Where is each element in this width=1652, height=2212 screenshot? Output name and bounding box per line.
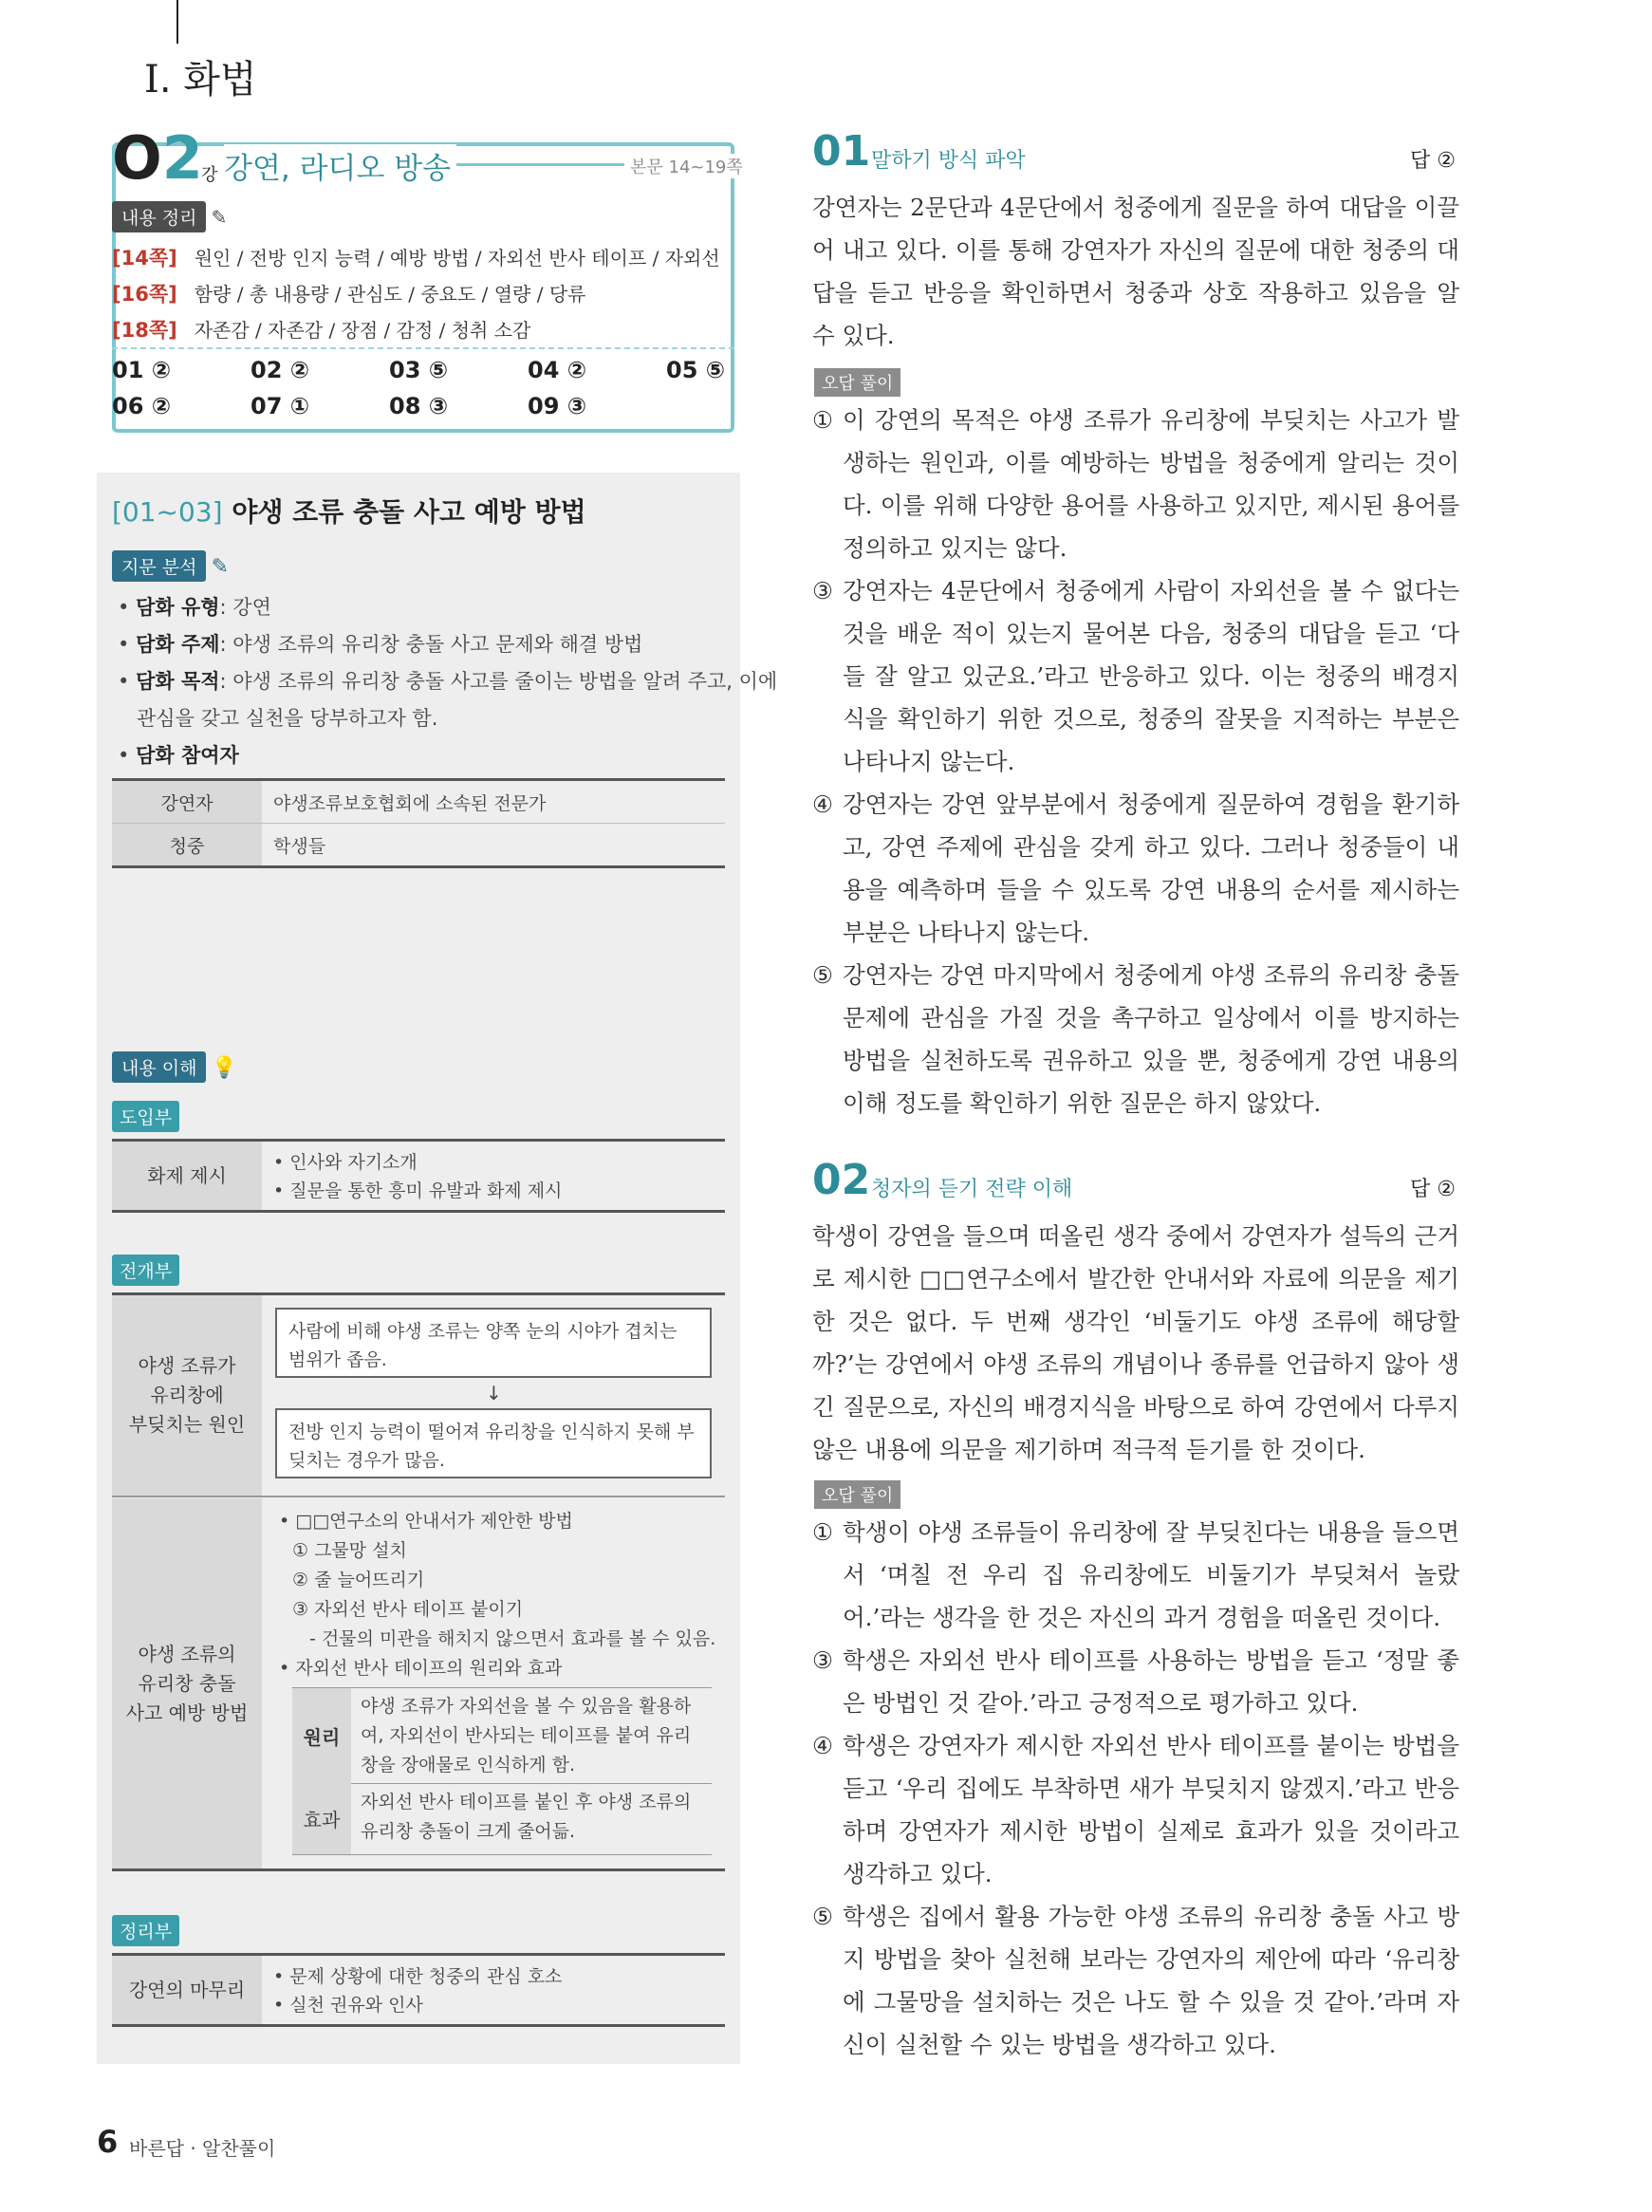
- q2-option: ④ 학생은 강연자가 제시한 자외선 반사 테이프를 붙이는 방법을 듣고 ‘우리 집에도 부착하면 새가 부딪치지 않겠지.’라고 반응하며 강연자가 제시한 방법이 실제로 효과가 있을 것이라고 생각하고 있다.: [812, 1732, 1459, 1887]
- q1-odap-tag: 오답 풀이: [814, 368, 900, 397]
- summary-row: [18쪽] 자존감 / 자존감 / 장점 / 감정 / 청취 소감: [112, 319, 531, 342]
- answer-item: 04 ②: [528, 357, 587, 383]
- q1-option: ③ 강연자는 4문단에서 청중에게 사람이 자외선을 볼 수 없다는 것을 배운 적이 있는지 물어본 다음, 청중의 대답을 듣고 ‘다들 잘 알고 있군요.’라고 반응하고 있다. 이는 청중의 배경지식을 확인하기 위한 것으로, 청중의 잘못을 지적하는 부분은 나타나지 않는다.: [812, 577, 1459, 775]
- answer-item: 03 ⑤: [389, 357, 449, 383]
- prevent-line: ③ 자외선 반사 테이프 붙이기: [292, 1599, 524, 1620]
- table-row: [112, 824, 725, 867]
- page-number: 6: [97, 2124, 119, 2160]
- q2-explanation: 학생이 강연을 들으며 떠올린 생각 중에서 강연자가 설득의 근거로 제시한 □□연구소에서 발간한 안내서와 자료에 의문을 제기한 것은 없다. 두 번째 생각인 ‘비둘기도 야생 조류에 해당할까?’는 강연에서 야생 조류의 개념이나 종류를 언급하지 않아 생긴 질문으로, 자신의 배경지식을 바탕으로 하여 강연에서 다루지 않은 내용에 의문을 제기하며 적극적 듣기를 한 것이다.: [812, 1222, 1459, 1463]
- pencil-icon: ✎: [211, 555, 229, 579]
- answer-item: 01 ②: [112, 357, 172, 383]
- q1-option: ⑤ 강연자는 강연 마지막에서 청중에게 야생 조류의 유리창 충돌 문제에 관심을 가질 것을 촉구하고 일상에서 이를 방지하는 방법을 실천하도록 권유하고 있을 뿐, 청중에게 강연 내용의 이해 정도를 확인하기 위한 질문은 하지 않았다.: [812, 961, 1459, 1117]
- effect-label: 효과: [292, 1782, 351, 1854]
- closing-item: • 실천 권유와 인사: [273, 1995, 423, 2016]
- understanding-label: 내용 이해 💡: [112, 1051, 237, 1083]
- q2-odap-tag: 오답 풀이: [814, 1480, 900, 1509]
- intro-item: • 인사와 자기소개: [273, 1152, 418, 1173]
- principle-row: [292, 1687, 712, 1784]
- lesson-pages: 본문 14~19쪽: [626, 154, 747, 178]
- answer-item: 09 ③: [528, 393, 587, 419]
- table-row: [112, 780, 725, 824]
- q1-title: 말하기 방식 파악: [871, 149, 1026, 173]
- cause-box-1: 사람에 비해 야생 조류는 양쪽 눈의 시야가 겹치는 범위가 좁음.: [275, 1308, 712, 1378]
- intro-block: [112, 1139, 725, 1213]
- prevent-line: • 자외선 반사 테이프의 원리와 효과: [279, 1658, 563, 1679]
- answer-item: 06 ②: [112, 393, 172, 419]
- answer-item: 08 ③: [389, 393, 449, 419]
- cause-block: [112, 1292, 725, 1496]
- answer-item: 07 ①: [251, 393, 310, 419]
- closing-block: [112, 1953, 725, 2027]
- intro-item: • 질문을 통한 흥미 유발과 화제 제시: [273, 1180, 563, 1201]
- effect-row: [292, 1782, 712, 1855]
- bullet-participants: • 담화 참여자: [118, 744, 239, 767]
- q2-title: 청자의 듣기 전략 이해: [871, 1178, 1073, 1201]
- header-divider: [176, 0, 178, 44]
- analysis-label: 지문 분석 ✎: [112, 550, 229, 582]
- principle-label: 원리: [292, 1688, 351, 1783]
- lesson-number: O2: [112, 123, 203, 193]
- closing-item: • 문제 상황에 대한 청중의 관심 호소: [273, 1966, 563, 1987]
- q1-option: ④ 강연자는 강연 앞부분에서 청중에게 질문하여 경험을 환기하고, 강연 주제에 관심을 갖게 하고 있다. 그러나 청중들이 내용을 예측하며 들을 수 있도록 강연 내용의 순서를 제시하는 부분은 나타나지 않는다.: [812, 790, 1459, 946]
- prevent-line: ② 줄 늘어뜨리기: [292, 1570, 425, 1590]
- role-cell: 강연자: [112, 780, 262, 824]
- prevent-line: - 건물의 미관을 해치지 않으면서 효과를 볼 수 있음.: [309, 1628, 716, 1649]
- cause-box-2: 전방 인지 능력이 떨어져 유리창을 인식하지 못해 부딪치는 경우가 많음.: [275, 1408, 712, 1478]
- bullet-topic: • 담화 주제: 야생 조류의 유리창 충돌 사고 문제와 해결 방법: [118, 633, 643, 656]
- summary-row: [16쪽] 함량 / 총 내용량 / 관심도 / 중요도 / 열량 / 당류: [112, 283, 586, 306]
- prevent-line: ① 그물망 설치: [292, 1540, 407, 1561]
- q2-option: ③ 학생은 자외선 반사 테이프를 사용하는 방법을 듣고 ‘정말 좋은 방법인 것 같아.’라고 긍정적으로 평가하고 있다.: [812, 1646, 1459, 1717]
- answer-item: 05 ⑤: [666, 357, 726, 383]
- answer-item: 02 ②: [251, 357, 310, 383]
- q1-answer: 답 ②: [1410, 149, 1456, 173]
- part-title: I. 화법: [144, 58, 257, 102]
- desc-cell: 야생조류보호협회에 소속된 전문가: [262, 780, 725, 824]
- closing-label: 강연의 마무리: [112, 1956, 262, 2024]
- bullet-purpose: • 담화 목적: 야생 조류의 유리창 충돌 사고를 줄이는 방법을 알려 주고, 이에: [118, 670, 778, 693]
- intro-label: 화제 제시: [112, 1142, 262, 1210]
- prevention-block: [112, 1496, 725, 1871]
- end-tag: 정리부: [112, 1915, 179, 1946]
- prevent-line: • □□연구소의 안내서가 제안한 방법: [279, 1511, 573, 1532]
- dev-tag: 전개부: [112, 1255, 179, 1286]
- effect-text: 자외선 반사 테이프를 붙인 후 야생 조류의 유리창 충돌이 크게 줄어듦.: [361, 1792, 692, 1842]
- lesson-gang: 강: [201, 165, 218, 185]
- bullet-purpose-cont: 관심을 갖고 실천을 당부하고자 함.: [137, 707, 438, 730]
- participants-table: [112, 778, 725, 868]
- q1-option: ① 이 강연의 목적은 야생 조류가 유리창에 부딪치는 사고가 발생하는 원인과, 이를 예방하는 방법을 청중에게 알리는 것이다. 이를 위해 다양한 용어를 사용하고 있지만, 제시된 용어를 정의하고 있지는 않다.: [812, 406, 1459, 562]
- prevention-label: 야생 조류의 유리창 충돌 사고 예방 방법: [112, 1498, 262, 1868]
- summary-row: [14쪽] 원인 / 전방 인지 능력 / 예방 방법 / 자외선 반사 테이프 / 자외선: [112, 247, 720, 270]
- q2-option: ① 학생이 야생 조류들이 유리창에 잘 부딪친다는 내용을 들으면서 ‘며칠 전 우리 집 유리창에도 비둘기가 부딪쳐서 놀랐어.’라는 생각을 한 것은 자신의 과거 경험을 떠올린 것이다.: [812, 1518, 1459, 1631]
- note-icon: ✎: [211, 206, 228, 229]
- q1-number: 01: [812, 127, 871, 176]
- intro-tag: 도입부: [112, 1101, 179, 1132]
- cause-label: 야생 조류가 유리창에 부딪치는 원인: [112, 1295, 262, 1496]
- section-title: [01~03] 야생 조류 충돌 사고 예방 방법: [112, 496, 586, 528]
- principle-text: 야생 조류가 자외선을 볼 수 있음을 활용하여, 자외선이 반사되는 테이프를 붙여 유리창을 장애물로 인식하게 함.: [361, 1696, 692, 1775]
- desc-cell: 학생들: [273, 835, 326, 857]
- footer-text: 바른답 · 알찬풀이: [129, 2137, 276, 2160]
- lesson-title: 강연, 라디오 방송: [224, 144, 456, 187]
- q2-number: 02: [812, 1156, 871, 1204]
- role-cell: 청중: [112, 824, 262, 867]
- q2-option: ⑤ 학생은 집에서 활용 가능한 야생 조류의 유리창 충돌 사고 방지 방법을 찾아 실천해 보라는 강연자의 제안에 따라 ‘유리창에 그물망을 설치하는 것은 나도 할 수 있을 것 같아.’라며 자신이 실천할 수 있는 방법을 생각하고 있다.: [812, 1903, 1459, 2058]
- q2-answer: 답 ②: [1410, 1178, 1456, 1201]
- lightbulb-icon: 💡: [211, 1056, 237, 1080]
- bullet-type: • 담화 유형: 강연: [118, 596, 271, 619]
- arrow-down-icon: ↓: [486, 1382, 502, 1404]
- summary-separator: [112, 347, 734, 349]
- summary-label: 내용 정리 ✎: [112, 201, 227, 232]
- q1-explanation: 강연자는 2문단과 4문단에서 청중에게 질문을 하여 대답을 이끌어 내고 있다. 이를 통해 강연자가 자신의 질문에 대한 청중의 대답을 듣고 반응을 확인하면서 청중과 상호 작용하고 있음을 알 수 있다.: [812, 194, 1459, 349]
